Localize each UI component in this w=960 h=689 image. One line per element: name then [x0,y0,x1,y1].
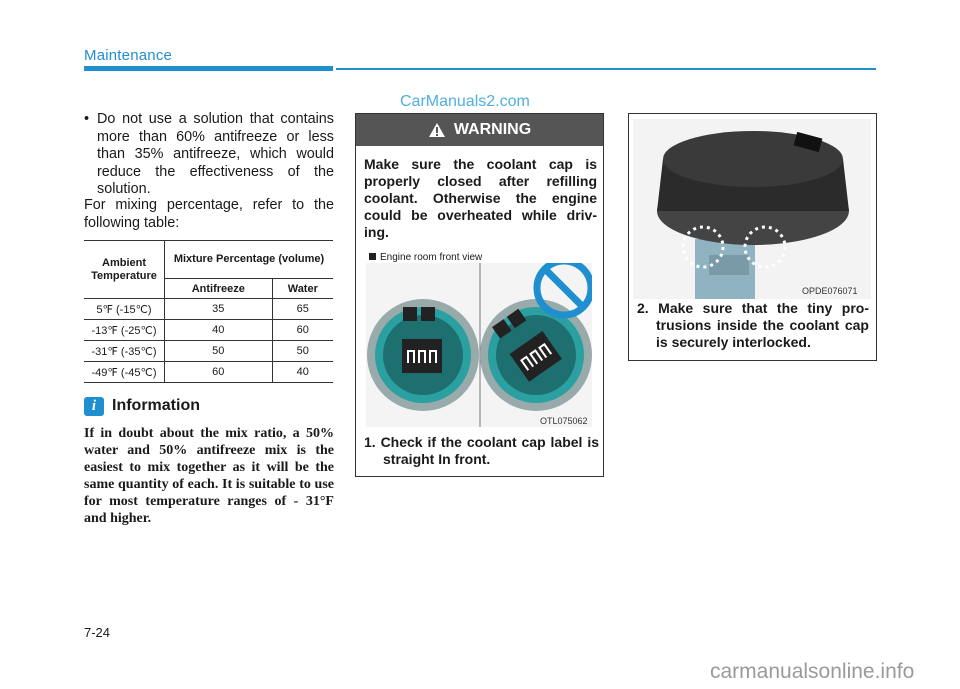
step-2: 2. Make sure that the tiny pro-trusions inside the coolant cap is securely interlocked. [637,300,869,350]
header-water: Water [272,279,333,299]
cell-temperature: -49℉ (-45℃) [84,362,165,383]
cell-water: 40 [272,362,333,383]
figure-code-left: OTL075062 [540,416,588,426]
table-row [84,362,333,383]
figure-label: Engine room front view [369,252,482,263]
cell-temperature: -13℉ (-25℃) [84,320,165,341]
header-rule-thin [336,68,876,70]
warning-header [356,114,603,146]
header-rule-thick [84,66,333,71]
header-ambient-temperature: Ambient Temperature [84,241,165,299]
cell-temperature: -31℉ (-35℃) [84,341,165,362]
cell-antifreeze: 60 [165,362,273,383]
cell-antifreeze: 35 [165,299,273,320]
warning-text: Make sure the coolant cap is properly closed after refilling coolant. Otherwise the engine could be overheated while driv-ing. [364,156,597,240]
info-title: Information [112,397,200,414]
table-row [84,299,333,320]
figure-code-right: OPDE076071 [802,286,858,296]
bullet-paragraph [84,111,334,199]
square-bullet-icon [369,253,376,260]
mixing-intro: For mixing percentage, refer to the following table: [84,197,334,231]
header-antifreeze: Antifreeze [165,279,273,299]
info-body: If in doubt about the mix ratio, a 50% water and 50% antifreeze mix is the easiest to mix together as it will be the same quantity of each. It is suitable to use for most temperature ranges of - 31°F and higher. [84,426,334,526]
mixture-table [84,240,333,383]
cell-water: 65 [272,299,333,320]
warning-title: WARNING [453,121,532,138]
cell-water: 50 [272,341,333,362]
section-title: Maintenance [84,47,173,64]
cell-antifreeze: 50 [165,341,273,362]
cell-temperature: 5℉ (-15℃) [84,299,165,320]
cell-water: 60 [272,320,333,341]
coolant-cap-comparison-figure [366,263,592,427]
watermark-top[interactable]: CarManuals2.com [400,93,530,110]
watermark-bottom[interactable]: carmanualsonline.info [710,660,915,683]
bullet-dot: • [84,111,90,127]
cell-antifreeze: 40 [165,320,273,341]
page-number: 7-24 [84,625,111,640]
table-row [84,341,333,362]
header-mixture-percentage: Mixture Percentage (volume) [165,241,334,279]
step-1: 1. Check if the coolant cap label is straight In front. [364,434,599,467]
warning-triangle-icon [428,122,446,138]
table-row [84,320,333,341]
bullet-text: Do not use a solution that contains more than 60% antifreeze or less than 35% antifreeze, which would reduce the effectiveness of the solution. [97,111,334,197]
coolant-cap-underside-figure [633,119,871,299]
info-icon: i [84,397,104,416]
